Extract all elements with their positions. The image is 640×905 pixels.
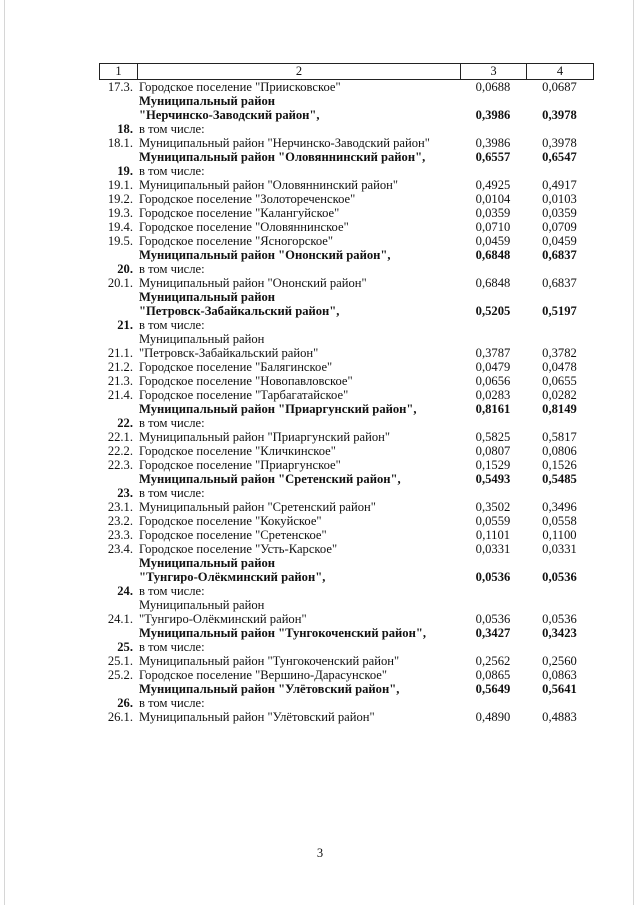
row-name-line: Муниципальный район "Улётовский район", [139, 682, 400, 696]
row-name [137, 248, 460, 276]
row-value-col3 [460, 472, 526, 500]
row-value-col3 [460, 402, 526, 430]
spacer [526, 696, 593, 710]
row-value-col4-text: 0,0806 [542, 444, 577, 458]
row-subtitle: в том числе: [139, 262, 205, 276]
row-value-col4 [526, 402, 593, 430]
row-name-line: Муниципальный район "Тунгокоченский район" [139, 654, 400, 668]
row-value-col4-text: 0,0359 [542, 206, 577, 220]
row-value-col4 [526, 234, 593, 248]
row-value-col4-text: 0,5641 [542, 682, 577, 696]
row-name-line: "Тунгиро-Олёкминский район" [139, 612, 307, 626]
row-value-col3 [460, 542, 526, 556]
row-value-col4 [526, 528, 593, 542]
row-number: 25. [117, 640, 133, 654]
table-row [99, 710, 593, 724]
row-subtitle: в том числе: [139, 640, 205, 654]
row-value-col4 [526, 192, 593, 206]
row-name [137, 472, 460, 500]
table-row [99, 94, 593, 136]
row-name-line: Муниципальный район [139, 556, 276, 570]
row-value-col4-text: 0,3782 [542, 346, 577, 360]
row-value-col3 [460, 528, 526, 542]
row-name-line: Муниципальный район [139, 290, 276, 304]
row-name [137, 178, 460, 192]
spacer [460, 164, 526, 178]
row-name-line: Городское поселение "Ясногорское" [139, 234, 334, 248]
row-value-col4-text: 0,0459 [542, 234, 577, 248]
row-value-col3 [460, 668, 526, 682]
row-value-col3-text: 0,6848 [475, 248, 511, 262]
row-value-col3-text: 0,0479 [475, 360, 511, 374]
table-row [99, 234, 593, 248]
row-name-line: "Петровск-Забайкальский район", [139, 304, 340, 318]
table-row [99, 220, 593, 234]
row-value-col4-text: 0,0478 [542, 360, 577, 374]
row-number: 21. [117, 318, 133, 332]
row-number: 18.1. [107, 136, 133, 150]
row-value-col3 [460, 80, 526, 94]
row-number: 20.1. [107, 276, 133, 290]
row-name [137, 290, 460, 332]
row-name-line: Муниципальный район "Оловяннинский район" [139, 178, 398, 192]
spacer [460, 486, 526, 500]
row-value-col3 [460, 276, 526, 290]
row-name [137, 458, 460, 472]
table-row [99, 80, 593, 94]
spacer [460, 696, 526, 710]
row-value-col3-text: 0,5493 [475, 472, 511, 486]
row-number: 21.1. [107, 346, 133, 360]
row-name [137, 598, 460, 626]
row-number: 24.1. [107, 612, 133, 626]
row-name [137, 682, 460, 710]
row-name-line: Муниципальный район "Ононский район", [139, 248, 391, 262]
row-name [137, 444, 460, 458]
row-value-col3 [460, 206, 526, 220]
row-value-col3-text: 0,0459 [475, 234, 511, 248]
row-name [137, 668, 460, 682]
row-number: 22. [117, 416, 133, 430]
row-value-col4 [526, 668, 593, 682]
table-row [99, 332, 593, 360]
row-value-col4 [526, 542, 593, 556]
row-value-col3 [460, 430, 526, 444]
row-number: 24. [117, 584, 133, 598]
row-name-line: Городское поселение "Усть-Карское" [139, 542, 338, 556]
row-value-col3-text: 0,0331 [475, 542, 511, 556]
spacer [526, 640, 593, 654]
row-number: 21.3. [107, 374, 133, 388]
spacer [526, 262, 593, 276]
row-name [137, 388, 460, 402]
row-value-col4-text: 0,2560 [542, 654, 577, 668]
row-name [137, 360, 460, 374]
row-name [137, 150, 460, 178]
row-name [137, 654, 460, 668]
row-value-col3-text: 0,0536 [475, 612, 511, 626]
row-value-col4-text: 0,6547 [542, 150, 577, 164]
row-subtitle: в том числе: [139, 122, 205, 136]
row-number: 18. [117, 122, 133, 136]
row-name-line: Городское поселение "Новопавловское" [139, 374, 353, 388]
scan-edge-right [633, 0, 634, 905]
column-header-1: 1 [100, 64, 138, 80]
row-value-col3 [460, 94, 526, 136]
table-row [99, 360, 593, 374]
row-value-col4 [526, 430, 593, 444]
row-number: 23.2. [107, 514, 133, 528]
column-header-3: 3 [461, 64, 527, 80]
row-value-col3 [460, 290, 526, 332]
row-value-col3-text: 0,8161 [475, 402, 511, 416]
spacer [526, 584, 593, 598]
row-name-line: Муниципальный район "Тунгокоченский район", [139, 626, 426, 640]
row-value-col4 [526, 136, 593, 150]
row-number: 19.2. [107, 192, 133, 206]
row-name-line: Муниципальный район "Приаргунский район" [139, 430, 391, 444]
row-value-col4 [526, 220, 593, 234]
table-row [99, 150, 593, 178]
row-value-col3 [460, 150, 526, 178]
row-value-col3 [460, 332, 526, 360]
row-name-line: Городское поселение "Оловяннинское" [139, 220, 349, 234]
row-name [137, 276, 460, 290]
page-number: 3 [316, 846, 324, 860]
row-number: 19.4. [107, 220, 133, 234]
row-value-col4-text: 0,0331 [542, 542, 577, 556]
row-value-col4-text: 0,3978 [542, 108, 577, 122]
row-value-col4 [526, 80, 593, 94]
table-row [99, 514, 593, 528]
table-row [99, 556, 593, 598]
row-value-col3-text: 0,3787 [475, 346, 511, 360]
row-number: 26.1. [107, 710, 133, 724]
row-number: 22.3. [107, 458, 133, 472]
row-name-line: Городское поселение "Кличкинское" [139, 444, 336, 458]
row-name [137, 430, 460, 444]
row-value-col3 [460, 388, 526, 402]
row-name [137, 710, 460, 724]
row-value-col4 [526, 556, 593, 598]
row-name [137, 94, 460, 136]
row-name-line: Городское поселение "Золотореченское" [139, 192, 356, 206]
row-value-col3 [460, 598, 526, 626]
row-value-col4-text: 0,3423 [542, 626, 577, 640]
row-value-col4 [526, 94, 593, 136]
row-value-col4-text: 0,0536 [542, 612, 577, 626]
row-name-line: Муниципальный район "Сретенский район", [139, 472, 401, 486]
row-value-col4-text: 0,1100 [542, 528, 577, 542]
column-header-table [99, 63, 594, 80]
row-name-line: Городское поселение "Калангуйское" [139, 206, 340, 220]
scan-edge-left [4, 0, 5, 905]
row-value-col4 [526, 710, 593, 724]
row-name-line: Городское поселение "Приаргунское" [139, 458, 341, 472]
spacer [526, 486, 593, 500]
row-value-col4 [526, 388, 593, 402]
row-value-col3 [460, 178, 526, 192]
row-name-line: Муниципальный район "Нерчинско-Заводский район" [139, 136, 430, 150]
row-value-col4-text: 0,0103 [542, 192, 577, 206]
row-value-col4 [526, 472, 593, 500]
table-row [99, 276, 593, 290]
table-row [99, 528, 593, 542]
row-subtitle: в том числе: [139, 584, 205, 598]
table-row [99, 500, 593, 514]
row-value-col3-text: 0,1529 [475, 458, 511, 472]
row-name [137, 500, 460, 514]
row-value-col4-text: 0,0282 [542, 388, 577, 402]
row-value-col3 [460, 234, 526, 248]
row-value-col3-text: 0,5205 [475, 304, 511, 318]
row-value-col3-text: 0,4890 [475, 710, 511, 724]
row-number: 23. [117, 486, 133, 500]
row-name-line: Городское поселение "Приисковское" [139, 80, 341, 94]
row-value-col3 [460, 136, 526, 150]
table-row [99, 206, 593, 220]
row-name [137, 192, 460, 206]
spacer [460, 416, 526, 430]
table-row [99, 598, 593, 626]
row-name [137, 626, 460, 654]
row-value-col3-text: 0,3502 [475, 500, 511, 514]
spacer [460, 640, 526, 654]
row-subtitle: в том числе: [139, 486, 205, 500]
row-number: 23.1. [107, 500, 133, 514]
spacer [526, 164, 593, 178]
row-value-col3 [460, 500, 526, 514]
row-value-col3-text: 0,0536 [475, 570, 511, 584]
row-value-col4 [526, 360, 593, 374]
row-value-col3-text: 0,5825 [475, 430, 511, 444]
row-name-line: Муниципальный район [139, 94, 276, 108]
row-value-col4-text: 0,4883 [542, 710, 577, 724]
table-row [99, 374, 593, 388]
row-value-col3-text: 0,6557 [475, 150, 511, 164]
row-value-col3 [460, 626, 526, 654]
row-value-col4 [526, 290, 593, 332]
row-value-col4-text: 0,5817 [542, 430, 577, 444]
row-name [137, 136, 460, 150]
row-subtitle: в том числе: [139, 318, 205, 332]
row-value-col3 [460, 654, 526, 668]
row-value-col3 [460, 220, 526, 234]
row-value-col3 [460, 192, 526, 206]
table-row [99, 682, 593, 710]
row-value-col4-text: 0,0655 [542, 374, 577, 388]
column-header-4: 4 [527, 64, 594, 80]
row-value-col4-text: 0,8149 [542, 402, 577, 416]
table-row [99, 542, 593, 556]
row-name [137, 206, 460, 220]
table-row [99, 458, 593, 472]
row-value-col3 [460, 374, 526, 388]
row-value-col4-text: 0,6837 [542, 248, 577, 262]
row-value-col4-text: 0,0536 [542, 570, 577, 584]
column-header-2: 2 [138, 64, 461, 80]
row-number: 23.3. [107, 528, 133, 542]
row-value-col3-text: 0,2562 [475, 654, 511, 668]
table-row [99, 626, 593, 654]
row-value-col4-text: 0,3496 [542, 500, 577, 514]
table-row [99, 248, 593, 276]
row-name [137, 528, 460, 542]
row-name [137, 402, 460, 430]
allocation-table [99, 80, 593, 724]
row-value-col3 [460, 444, 526, 458]
row-value-col4 [526, 500, 593, 514]
row-number: 19. [117, 164, 133, 178]
row-name [137, 542, 460, 556]
row-value-col4-text: 0,0558 [542, 514, 577, 528]
row-number: 17.3. [107, 80, 133, 94]
row-number: 25.1. [107, 654, 133, 668]
row-value-col4 [526, 598, 593, 626]
spacer [460, 318, 526, 332]
column-header-row [100, 64, 594, 80]
table-row [99, 136, 593, 150]
spacer [526, 318, 593, 332]
row-value-col3-text: 0,3986 [475, 136, 511, 150]
table-row [99, 654, 593, 668]
row-name-line: Городское поселение "Сретенское" [139, 528, 327, 542]
spacer [460, 122, 526, 136]
row-number: 26. [117, 696, 133, 710]
table-row [99, 388, 593, 402]
table-row [99, 668, 593, 682]
row-name [137, 374, 460, 388]
row-subtitle: в том числе: [139, 696, 205, 710]
row-value-col3 [460, 514, 526, 528]
row-value-col3 [460, 248, 526, 276]
row-value-col4 [526, 150, 593, 178]
row-name-line: Муниципальный район "Приаргунский район", [139, 402, 417, 416]
row-name [137, 514, 460, 528]
row-number: 21.2. [107, 360, 133, 374]
row-value-col3-text: 0,0656 [475, 374, 511, 388]
row-number: 22.2. [107, 444, 133, 458]
row-value-col3-text: 0,6848 [475, 276, 511, 290]
row-value-col3 [460, 458, 526, 472]
row-number: 20. [117, 262, 133, 276]
row-value-col4 [526, 332, 593, 360]
row-number: 25.2. [107, 668, 133, 682]
row-number: 23.4. [107, 542, 133, 556]
row-name [137, 220, 460, 234]
row-value-col4-text: 0,1526 [542, 458, 577, 472]
row-value-col3-text: 0,0807 [475, 444, 511, 458]
table-row [99, 402, 593, 430]
row-number: 21.4. [107, 388, 133, 402]
spacer [526, 122, 593, 136]
row-value-col3 [460, 682, 526, 710]
row-value-col3-text: 0,0359 [475, 206, 511, 220]
table-row [99, 430, 593, 444]
row-value-col4-text: 0,6837 [542, 276, 577, 290]
row-value-col4 [526, 514, 593, 528]
row-name-line: Муниципальный район "Оловяннинский район", [139, 150, 426, 164]
row-value-col4-text: 0,5485 [542, 472, 577, 486]
row-number: 22.1. [107, 430, 133, 444]
spacer [460, 262, 526, 276]
row-value-col3-text: 0,1101 [475, 528, 511, 542]
row-name-line: Городское поселение "Тарбагатайское" [139, 388, 349, 402]
row-value-col3-text: 0,0688 [475, 80, 511, 94]
row-value-col3-text: 0,0559 [475, 514, 511, 528]
row-value-col3-text: 0,0865 [475, 668, 511, 682]
spacer [460, 584, 526, 598]
row-name-line: "Нерчинско-Заводский район", [139, 108, 320, 122]
row-value-col4 [526, 206, 593, 220]
row-value-col4 [526, 458, 593, 472]
row-value-col4 [526, 248, 593, 276]
row-value-col4 [526, 374, 593, 388]
row-number: 19.5. [107, 234, 133, 248]
row-value-col3-text: 0,0104 [475, 192, 511, 206]
table-row [99, 290, 593, 332]
row-value-col3-text: 0,5649 [475, 682, 511, 696]
row-value-col4-text: 0,0863 [542, 668, 577, 682]
row-subtitle: в том числе: [139, 164, 205, 178]
row-value-col3 [460, 360, 526, 374]
row-value-col4 [526, 276, 593, 290]
row-name [137, 556, 460, 598]
row-name-line: Городское поселение "Балягинское" [139, 360, 333, 374]
row-name-line: Муниципальный район "Ононский район" [139, 276, 367, 290]
row-name-line: Городское поселение "Кокуйское" [139, 514, 322, 528]
row-name-line: Муниципальный район [139, 598, 265, 612]
table-row [99, 192, 593, 206]
row-value-col4-text: 0,0709 [542, 220, 577, 234]
row-value-col4 [526, 626, 593, 654]
row-name-line: "Петровск-Забайкальский район" [139, 346, 319, 360]
row-name-line: Городское поселение "Вершино-Дарасунское" [139, 668, 388, 682]
row-value-col4-text: 0,4917 [542, 178, 577, 192]
row-name [137, 234, 460, 248]
row-value-col4 [526, 682, 593, 710]
table-row [99, 472, 593, 500]
row-value-col4-text: 0,3978 [542, 136, 577, 150]
row-value-col3-text: 0,0710 [475, 220, 511, 234]
spacer [526, 416, 593, 430]
table-row [99, 178, 593, 192]
row-value-col4-text: 0,0687 [542, 80, 577, 94]
row-value-col4 [526, 178, 593, 192]
row-name [137, 80, 460, 94]
row-value-col4 [526, 444, 593, 458]
row-value-col4 [526, 654, 593, 668]
row-subtitle: в том числе: [139, 416, 205, 430]
row-value-col4-text: 0,5197 [542, 304, 577, 318]
row-value-col3-text: 0,3986 [475, 108, 511, 122]
row-value-col3-text: 0,4925 [475, 178, 511, 192]
row-value-col3 [460, 710, 526, 724]
row-number: 19.1. [107, 178, 133, 192]
row-name [137, 332, 460, 360]
row-value-col3-text: 0,0283 [475, 388, 511, 402]
table-row [99, 444, 593, 458]
row-value-col3-text: 0,3427 [475, 626, 511, 640]
row-name-line: Муниципальный район "Сретенский район" [139, 500, 376, 514]
row-name-line: Муниципальный район [139, 332, 265, 346]
row-number: 19.3. [107, 206, 133, 220]
row-value-col3 [460, 556, 526, 598]
row-name-line: Муниципальный район "Улётовский район" [139, 710, 375, 724]
row-name-line: "Тунгиро-Олёкминский район", [139, 570, 326, 584]
